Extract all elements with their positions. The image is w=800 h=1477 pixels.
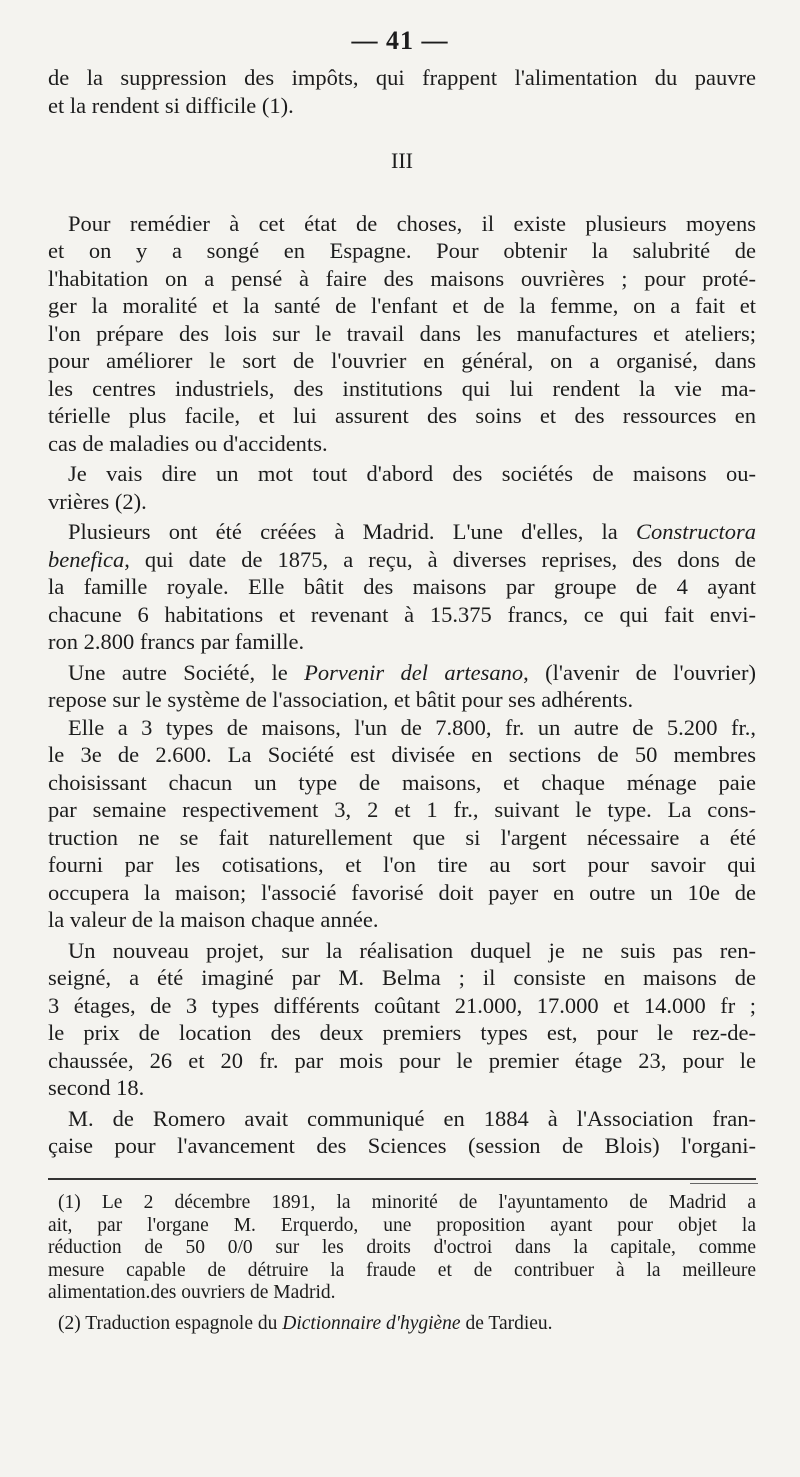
text-line: Une autre Société, le Porvenir del artesano, (l'avenir de l'ouvrier) bbox=[68, 659, 756, 685]
paragraph-porvenir bbox=[48, 659, 756, 714]
text-line: le 3e de 2.600. La Société est divisée en sections de 50 membres bbox=[48, 742, 756, 767]
text-line: la valeur de la maison chaque année. bbox=[48, 907, 379, 932]
footnote-line: (2) Traduction espagnole du Dictionnaire d'hygiène de Tardieu. bbox=[58, 1312, 553, 1334]
society-name: benefica bbox=[48, 546, 125, 572]
text-line: occupera la maison; l'associé favorisé doit payer en outre un 10e de bbox=[48, 879, 756, 905]
text-line: chacune 6 habitations et revenant à 15.375 francs, ce qui fait envi- bbox=[48, 601, 756, 627]
text-line: cas de maladies ou d'accidents. bbox=[48, 430, 328, 456]
text-line: le prix de location des deux premiers types est, pour le rez-de- bbox=[48, 1020, 756, 1045]
footnotes bbox=[48, 1192, 756, 1335]
text-line: Un nouveau projet, sur la réalisation duquel je ne suis pas ren- bbox=[68, 937, 756, 963]
footnote-separator bbox=[48, 1178, 756, 1180]
text-line: de la suppression des impôts, qui frappent l'alimentation du pauvre bbox=[48, 65, 756, 90]
section-heading: III bbox=[391, 148, 413, 173]
footnote-1 bbox=[48, 1192, 756, 1305]
text-line: Pour remédier à cet état de choses, il existe plusieurs moyens bbox=[68, 210, 756, 236]
text-line: fourni par les cotisations, et l'on tire au sort pour savoir qui bbox=[48, 852, 756, 877]
text-line: seigné, a été imaginé par M. Belma ; il consiste en maisons de bbox=[48, 965, 756, 990]
main-text bbox=[48, 64, 756, 1160]
dictionary-title: Dictionnaire d'hygiène bbox=[282, 1312, 461, 1334]
footnote-line: réduction de 50 0/0 sur les droits d'octroi dans la capitale, comme bbox=[48, 1237, 756, 1258]
text-line: benefica, qui date de 1875, a reçu, à diverses reprises, des dons de bbox=[48, 546, 756, 572]
text-line: par semaine respectivement 3, 2 et 1 fr., suivant le type. La cons- bbox=[48, 797, 756, 822]
text-line: térielle plus facile, et lui assurent des soins et des ressources en bbox=[48, 403, 756, 428]
page-number: — 41 — bbox=[351, 26, 449, 55]
text-line: et on y a songé en Espagne. Pour obtenir la salubrité de bbox=[48, 238, 756, 263]
paragraph-constructora bbox=[48, 518, 756, 656]
society-name: Constructora bbox=[635, 519, 756, 544]
footnote-separator-tick bbox=[690, 1183, 758, 1184]
text-line: second 18. bbox=[48, 1075, 145, 1100]
footnote-line: (1) Le 2 décembre 1891, la minorité de l'ayuntamento de Madrid a bbox=[58, 1192, 756, 1213]
text-line: la famille royale. Elle bâtit des maisons par groupe de 4 ayant bbox=[48, 574, 756, 599]
text-line: 3 étages, de 3 types différents coûtant 21.000, 17.000 et 14.000 fr ; bbox=[48, 992, 756, 1018]
text-line: Plusieurs ont été créées à Madrid. L'une d'elles, la Constructora bbox=[68, 519, 756, 544]
text-line: vrières (2). bbox=[48, 488, 147, 514]
text-line: M. de Romero avait communiqué en 1884 à l'Association fran- bbox=[68, 1105, 756, 1131]
footnote-line: mesure capable de détruire la fraude et de contribuer à la meilleure bbox=[48, 1259, 756, 1281]
text-line: Elle a 3 types de maisons, l'un de 7.800, fr. un autre de 5.200 fr., bbox=[68, 714, 756, 740]
text-line: ger la moralité et la santé de l'enfant et de la femme, on a fait et bbox=[48, 293, 756, 318]
text-line: repose sur le système de l'association, et bâtit pour ses adhérents. bbox=[48, 687, 634, 712]
society-name: Porvenir del artesano bbox=[304, 659, 524, 685]
text-line: et la rendent si difficile (1). bbox=[48, 92, 294, 118]
text-line: ron 2.800 francs par famille. bbox=[48, 629, 305, 654]
text-line: truction ne se fait naturellement que si l'argent nécessaire a été bbox=[48, 824, 756, 850]
paragraph-societies-intro bbox=[48, 460, 756, 515]
text-line: l'habitation on a pensé à faire des maisons ouvrières ; pour proté- bbox=[48, 265, 756, 291]
footnote-line: alimentation.des ouvriers de Madrid. bbox=[48, 1282, 336, 1303]
text-line: les centres industriels, des institutions qui lui rendent la vie ma- bbox=[48, 375, 756, 401]
text-line: Je vais dire un mot tout d'abord des sociétés de maisons ou- bbox=[68, 461, 756, 486]
text-line: pour améliorer le sort de l'ouvrier en général, on a organisé, dans bbox=[48, 348, 756, 373]
paragraph-belma bbox=[48, 937, 756, 1102]
text-line: çaise pour l'avancement des Sciences (session de Blois) l'organi- bbox=[48, 1133, 756, 1158]
footnote-line: ait, par l'organe M. Erquerdo, une proposition ayant pour objet la bbox=[48, 1214, 756, 1236]
text-line: chaussée, 26 et 20 fr. par mois pour le premier étage 23, pour le bbox=[48, 1047, 756, 1073]
text-line: choisissant chacun un type de maisons, et chaque ménage paie bbox=[48, 769, 756, 795]
paragraph-remedies bbox=[48, 210, 756, 458]
continuation-paragraph bbox=[48, 64, 756, 119]
paragraph-house-types bbox=[48, 714, 756, 934]
footnote-2 bbox=[48, 1313, 756, 1336]
text-line: l'on prépare des lois sur le travail dans les manufactures et ateliers; bbox=[48, 320, 756, 346]
paragraph-romero bbox=[48, 1105, 756, 1160]
